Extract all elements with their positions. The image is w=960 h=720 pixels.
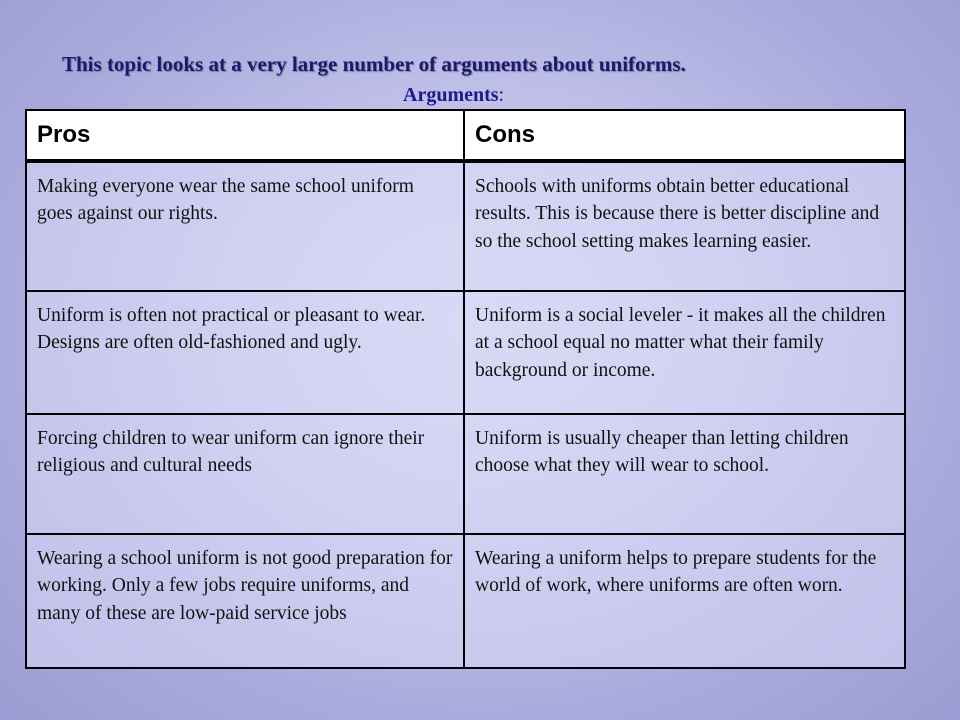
pros-cell: Uniform is often not practical or pleasant to wear. Designs are often old-fashioned and ugly.	[26, 291, 464, 414]
subtitle-colon: :	[498, 84, 505, 106]
table-row	[26, 414, 905, 534]
slide-title: This topic looks at a very large number of arguments about uniforms.	[62, 52, 686, 76]
slide-subtitle	[403, 84, 504, 107]
table-header-row	[26, 110, 905, 161]
cons-cell: Uniform is a social leveler - it makes all the children at a school equal no matter what their family background or income.	[464, 291, 905, 414]
cons-cell: Schools with uniforms obtain better educational results. This is because there is better discipline and so the school setting makes learning easier.	[464, 161, 905, 291]
header-cons: Cons	[464, 110, 905, 161]
header-pros: Pros	[26, 110, 464, 161]
pros-cell: Wearing a school uniform is not good preparation for working. Only a few jobs require uniforms, and many of these are low-paid service jobs	[26, 534, 464, 668]
table-row	[26, 161, 905, 291]
cons-cell: Wearing a uniform helps to prepare students for the world of work, where uniforms are often worn.	[464, 534, 905, 668]
table-row	[26, 534, 905, 668]
cons-cell: Uniform is usually cheaper than letting children choose what they will wear to school.	[464, 414, 905, 534]
arguments-table	[25, 109, 906, 669]
pros-cell: Making everyone wear the same school uniform goes against our rights.	[26, 161, 464, 291]
table-row	[26, 291, 905, 414]
subtitle-label: Arguments	[403, 84, 499, 106]
pros-cell: Forcing children to wear uniform can ignore their religious and cultural needs	[26, 414, 464, 534]
